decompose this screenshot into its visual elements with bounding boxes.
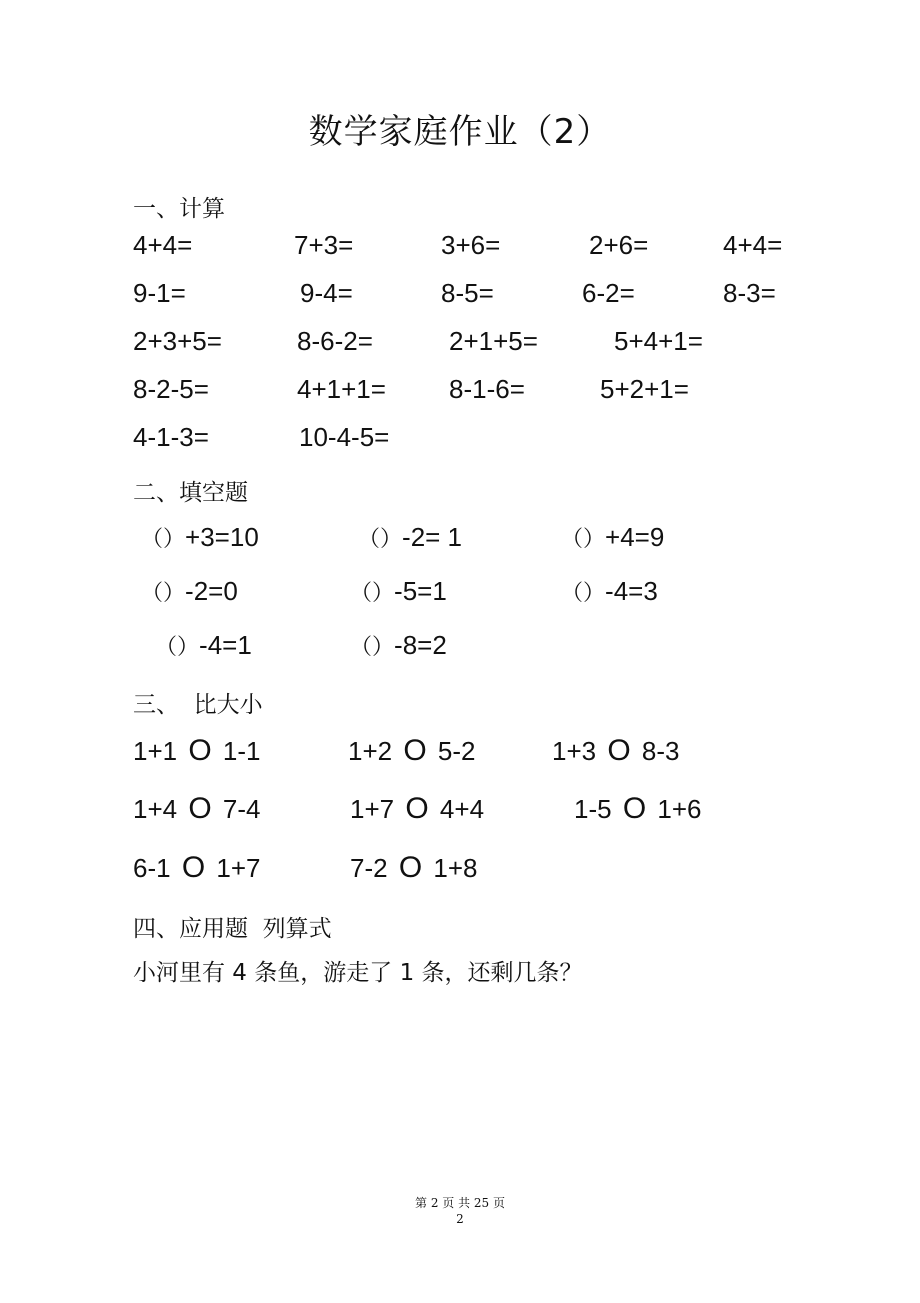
calc-item: 2+6= <box>589 230 649 260</box>
compare-circle-icon: O <box>622 792 647 825</box>
compare-item <box>350 851 478 885</box>
calc-item: 5+2+1= <box>600 374 689 404</box>
compare-item <box>133 734 261 768</box>
calc-item: 8-2-5= <box>133 374 209 404</box>
compare-item <box>348 734 476 768</box>
calc-item: 3+6= <box>441 230 501 260</box>
page-title: 数学家庭作业（2） <box>308 112 612 152</box>
compare-left: 1-5 <box>574 794 612 824</box>
footer-page-label: 第 2 页 共 25 页 <box>415 1196 505 1210</box>
section-heading-compare: 三、 比大小 <box>133 692 263 718</box>
compare-left: 1+1 <box>133 736 178 766</box>
calc-item: 2+3+5= <box>133 326 222 356</box>
fill-expression: -2= 1 <box>402 522 463 552</box>
section-heading-word-problem: 四、应用题 列算式 <box>133 916 332 942</box>
blank-parentheses: ） <box>583 527 606 552</box>
fill-expression: -4=1 <box>199 630 252 660</box>
fill-expression: +4=9 <box>605 522 665 552</box>
blank-parentheses: ） <box>583 581 606 606</box>
compare-left: 1+2 <box>348 736 393 766</box>
compare-circle-icon: O <box>607 734 631 767</box>
calc-item: 4+4= <box>133 230 193 260</box>
fill-blank-item <box>358 522 462 553</box>
blank-parentheses: ） <box>163 527 186 552</box>
compare-right: 1+7 <box>216 853 261 883</box>
compare-left: 1+3 <box>552 736 597 766</box>
calc-item: 8-6-2= <box>297 326 373 356</box>
fill-blank-item <box>350 630 447 661</box>
blank-parentheses: ） <box>163 581 186 606</box>
calc-item: 5+4+1= <box>614 326 703 356</box>
calc-item: 8-1-6= <box>449 374 525 404</box>
fill-blank-item <box>141 576 238 607</box>
compare-circle-icon: O <box>405 792 429 825</box>
fill-blank-item <box>141 522 259 553</box>
compare-item <box>133 851 261 885</box>
compare-right: 1+6 <box>657 794 702 824</box>
compare-left: 7-2 <box>350 853 388 883</box>
blank-parentheses: （ <box>358 527 381 552</box>
compare-item <box>350 792 484 826</box>
calc-item: 9-4= <box>300 278 353 308</box>
compare-item <box>552 734 680 768</box>
calc-item: 10-4-5= <box>299 422 390 452</box>
compare-right: 1+8 <box>433 853 478 883</box>
compare-circle-icon: O <box>181 851 206 884</box>
fill-expression: -8=2 <box>394 630 447 660</box>
calc-item: 4-1-3= <box>133 422 209 452</box>
calc-item: 9-1= <box>133 278 186 308</box>
calc-item: 7+3= <box>294 230 354 260</box>
compare-right: 8-3 <box>641 736 680 766</box>
blank-parentheses: ） <box>177 635 200 660</box>
section-heading-fill: 二、填空题 <box>133 480 248 506</box>
section-heading-calc: 一、计算 <box>133 196 225 222</box>
calc-item: 4+4= <box>723 230 783 260</box>
compare-right: 7-4 <box>222 794 261 824</box>
word-problem-question: 小河里有 4 条鱼，游走了 1 条，还剩几条？ <box>133 960 583 986</box>
calc-item: 6-2= <box>582 278 635 308</box>
fill-blank-item <box>561 522 664 553</box>
fill-expression: +3=10 <box>185 522 259 552</box>
footer-page-number: 2 <box>456 1212 464 1226</box>
fill-blank-item <box>350 576 447 607</box>
fill-expression: -2=0 <box>185 576 238 606</box>
blank-parentheses: （ <box>350 635 373 660</box>
fill-blank-item <box>561 576 658 607</box>
compare-circle-icon: O <box>398 851 423 884</box>
compare-right: 4+4 <box>439 794 485 824</box>
compare-item <box>574 792 702 826</box>
blank-parentheses: ） <box>372 581 395 606</box>
fill-expression: -5=1 <box>394 576 447 606</box>
calc-item: 2+1+5= <box>449 326 538 356</box>
blank-parentheses: ） <box>380 527 403 552</box>
calc-item: 4+1+1= <box>297 374 386 404</box>
blank-parentheses: （ <box>141 581 164 606</box>
blank-parentheses: ） <box>372 635 395 660</box>
compare-circle-icon: O <box>188 792 212 825</box>
compare-circle-icon: O <box>188 734 212 767</box>
calc-item: 8-3= <box>723 278 776 308</box>
blank-parentheses: （ <box>350 581 373 606</box>
fill-expression: -4=3 <box>605 576 658 606</box>
blank-parentheses: （ <box>561 527 584 552</box>
blank-parentheses: （ <box>141 527 164 552</box>
blank-parentheses: （ <box>561 581 584 606</box>
compare-circle-icon: O <box>403 734 427 767</box>
calc-item: 8-5= <box>441 278 494 308</box>
compare-left: 1+7 <box>350 794 395 824</box>
compare-item <box>133 792 261 826</box>
fill-blank-item <box>155 630 252 661</box>
compare-left: 6-1 <box>133 853 171 883</box>
compare-right: 1-1 <box>222 736 261 766</box>
compare-left: 1+4 <box>133 794 178 824</box>
blank-parentheses: （ <box>155 635 178 660</box>
compare-right: 5-2 <box>437 736 476 766</box>
